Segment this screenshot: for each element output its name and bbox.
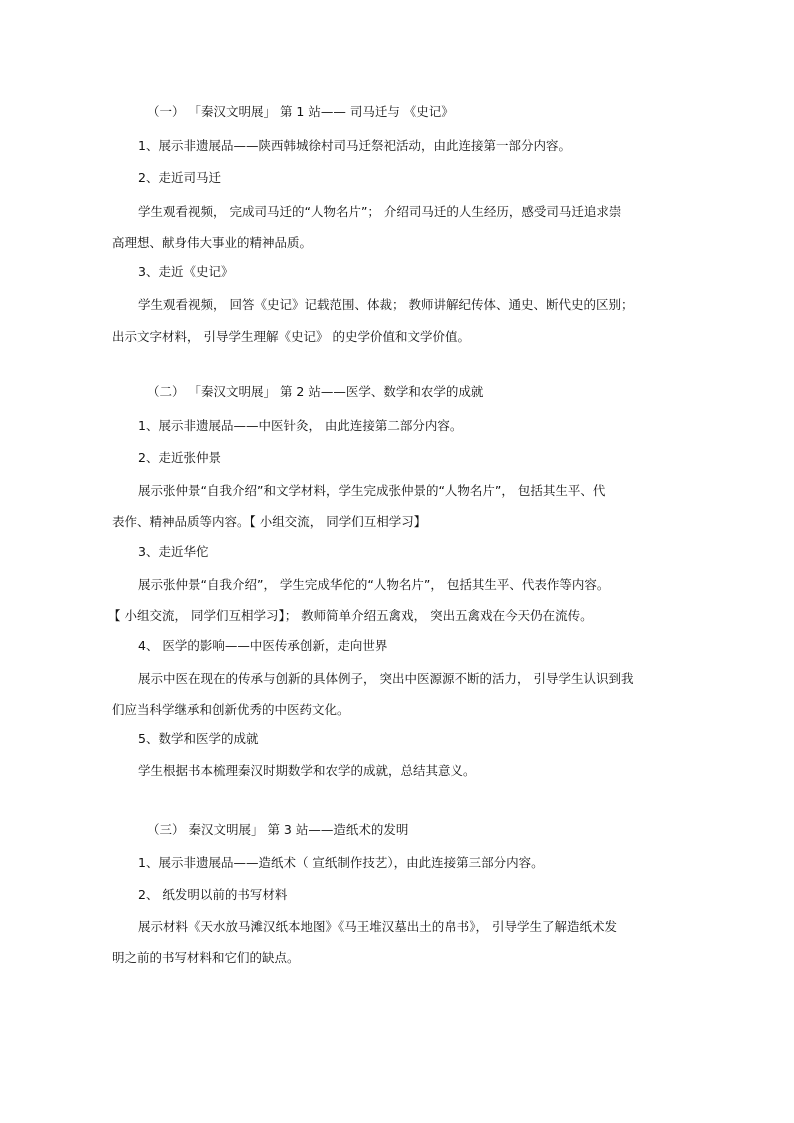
item-body-line: 展示材料《天水放马滩汉纸本地图》《马王堆汉墓出土的帛书》， 引导学生了解造纸术发 (138, 919, 617, 934)
item-body-line: 展示张仲景“自我介绍”， 学生完成华佗的“人物名片”， 包括其生平、代表作等内容。 (138, 577, 610, 592)
item-body-line: 高理想、献身伟大事业的精神品质。 (112, 235, 313, 250)
item-title: 4、 医学的影响——中医传承创新，走向世界 (138, 638, 388, 653)
item-title: 1、展示非遗展品——陕西韩城徐村司马迁祭祀活动，由此连接第一部分内容。 (138, 138, 571, 153)
section-heading: （二） 「秦汉文明展」 第 2 站——医学、数学和农学的成就 (147, 384, 484, 399)
item-title: 3、走近《史记》 (138, 264, 234, 279)
item-body-line: 学生观看视频， 回答《史记》记载范围、体裁； 教师讲解纪传体、通史、断代史的区别； (138, 297, 634, 312)
item-body-line: 表作、精神品质等内容。【 小组交流， 同学们互相学习】 (112, 514, 427, 529)
item-body-line: 学生观看视频， 完成司马迁的“人物名片”； 介绍司马迁的人生经历，感受司马迁追求崇 (138, 204, 622, 219)
item-title: 1、展示非遗展品——造纸术（ 宣纸制作技艺），由此连接第三部分内容。 (138, 855, 544, 870)
item-body-line: 【 小组交流， 同学们互相学习】； 教师简单介绍五禽戏， 突出五禽戏在今天仍在流传。 (108, 608, 593, 623)
item-title: 2、走近张仲景 (138, 450, 221, 465)
item-body-line: 明之前的书写材料和它们的缺点。 (112, 950, 300, 965)
item-title: 1、展示非遗展品——中医针灸， 由此连接第二部分内容。 (138, 418, 463, 433)
item-body-line: 出示文字材料， 引导学生理解《史记》 的史学价值和文学价值。 (112, 329, 470, 344)
section-heading: （一） 「秦汉文明展」 第 1 站—— 司马迁与 《史记》 (147, 104, 454, 119)
item-title: 2、走近司马迁 (138, 170, 221, 185)
item-title: 5、数学和医学的成就 (138, 731, 259, 746)
item-body-line: 们应当科学继承和创新优秀的中医药文化。 (112, 702, 350, 717)
item-title: 2、 纸发明以前的书写材料 (138, 887, 288, 902)
item-body-line: 展示中医在现在的传承与创新的具体例子， 突出中医源源不断的活力， 引导学生认识到我 (138, 671, 634, 686)
item-title: 3、走近华佗 (138, 544, 209, 559)
item-body-line: 学生根据书本梳理秦汉时期数学和农学的成就，总结其意义。 (138, 763, 476, 778)
item-body-line: 展示张仲景“自我介绍”和文学材料，学生完成张仲景的“人物名片”， 包括其生平、代 (138, 483, 606, 498)
section-heading: （三） 秦汉文明展」 第 3 站——造纸术的发明 (147, 822, 409, 837)
